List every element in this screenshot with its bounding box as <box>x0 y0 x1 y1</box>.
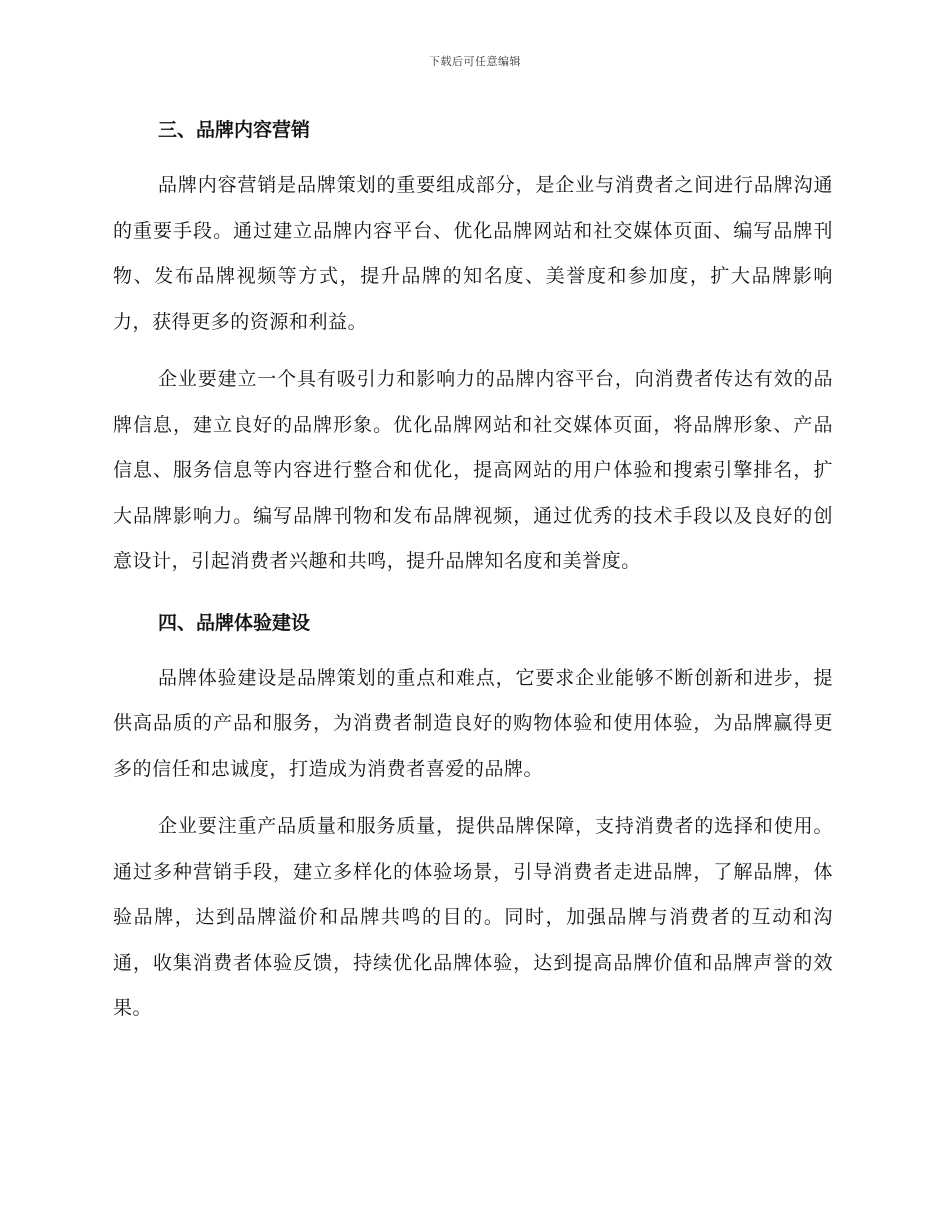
paragraph: 品牌内容营销是品牌策划的重要组成部分，是企业与消费者之间进行品牌沟通的重要手段。通过建立品牌内容平台、优化品牌网站和社交媒体页面、编写品牌刊物、发布品牌视频等方式，提升品牌的知名度、美誉度和参加度，扩大品牌影响力，获得更多的资源和利益。 <box>113 174 833 333</box>
paragraph: 品牌体验建设是品牌策划的重点和难点，它要求企业能够不断创新和进步，提供高品质的产品和服务，为消费者制造良好的购物体验和使用体验，为品牌赢得更多的信任和忠诚度，打造成为消费者喜爱的品牌。 <box>113 666 833 780</box>
spacer <box>113 585 833 605</box>
section-heading-brand-content-marketing: 三、品牌内容营销 <box>158 119 311 141</box>
spacer <box>113 148 833 163</box>
paragraph: 企业要注重产品质量和服务质量，提供品牌保障，支持消费者的选择和使用。通过多种营销手段，建立多样化的体验场景，引导消费者走进品牌，了解品牌，体验品牌，达到品牌溢价和品牌共鸣的目的。同时，加强品牌与消费者的互动和沟通，收集消费者体验反馈，持续优化品牌体验，达到提高品牌价值和品牌声誉的效果。 <box>113 815 833 1019</box>
spacer <box>113 792 833 804</box>
document-body <box>113 112 833 1032</box>
paragraph: 企业要建立一个具有吸引力和影响力的品牌内容平台，向消费者传达有效的品牌信息，建立良好的品牌形象。优化品牌网站和社交媒体页面，将品牌形象、产品信息、服务信息等内容进行整合和优化，提高网站的用户体验和搜索引擎排名，扩大品牌影响力。编写品牌刊物和发布品牌视频，通过优秀的技术手段以及良好的创意设计，引起消费者兴趣和共鸣，提升品牌知名度和美誉度。 <box>113 368 833 572</box>
spacer <box>113 345 833 357</box>
section-heading-brand-experience: 四、品牌体验建设 <box>158 611 311 634</box>
spacer <box>113 641 833 656</box>
page-header: 下载后可任意编辑 <box>429 55 521 68</box>
